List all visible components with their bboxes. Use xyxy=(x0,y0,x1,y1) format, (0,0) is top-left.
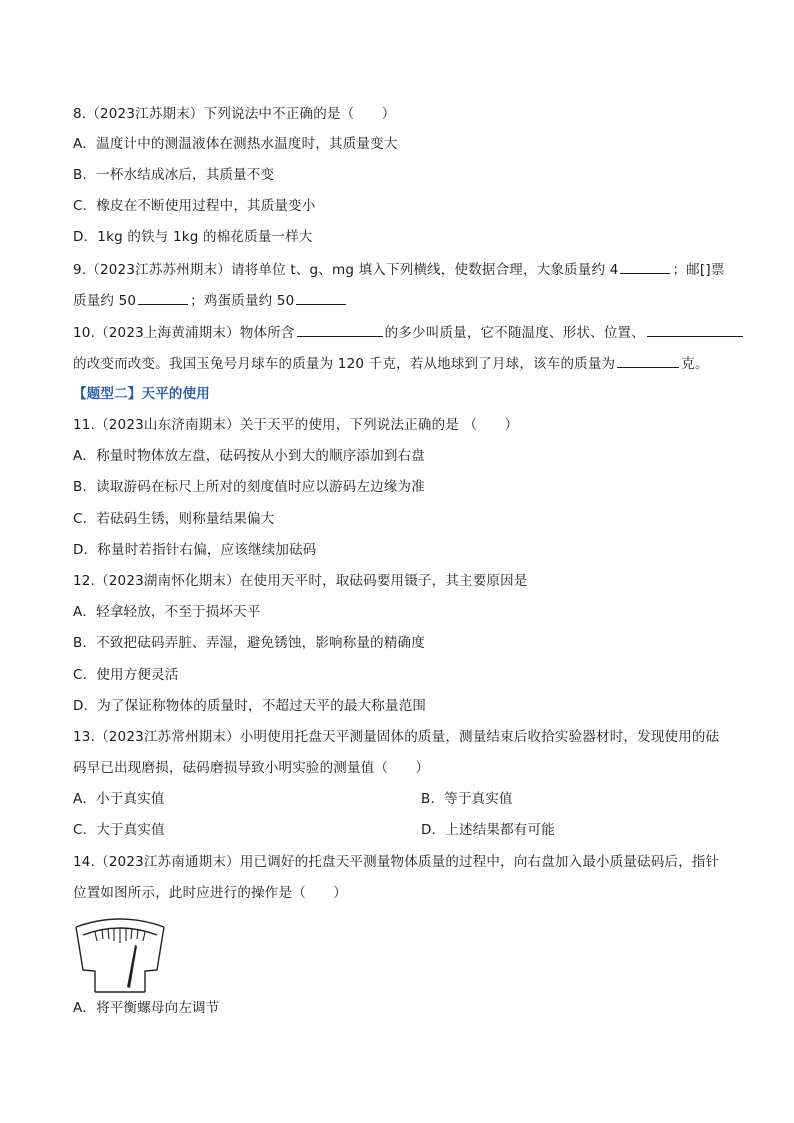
q10-text4: 克。 xyxy=(681,356,709,372)
q11-option-c: C．若砝码生锈，则称量结果偏大 xyxy=(73,511,275,527)
q11-stem: 11.（2023山东济南期末）关于天平的使用，下列说法正确的是 （ ） xyxy=(73,417,519,433)
q14-option-a: A．将平衡螺母向左调节 xyxy=(73,1000,220,1016)
q9-text4: ；鸡蛋质量约 50 xyxy=(190,293,295,309)
q8-stem: 8.（2023江苏期末）下列说法中不正确的是（ ） xyxy=(73,106,396,122)
q10-line1 xyxy=(73,322,734,343)
q10-blank-substance[interactable] xyxy=(297,322,383,337)
q9-text2: ；邮[]票 xyxy=(672,262,725,278)
q8-option-a: A．温度计中的测温液体在测热水温度时，其质量变大 xyxy=(73,136,398,152)
q13-option-d: D．上述结果都有可能 xyxy=(421,822,555,838)
q9-line1 xyxy=(73,259,734,280)
section-heading xyxy=(73,384,734,404)
q9-text1: 9.（2023江苏苏州期末）请将单位 t、g、mg 填入下列横线，使数据合理，大象质量约 4 xyxy=(73,262,619,278)
q10-line2 xyxy=(73,353,734,374)
q11-option-a: A．称量时物体放左盘，砝码按从小到大的顺序添加到右盘 xyxy=(73,448,425,464)
q10-blank-mass[interactable] xyxy=(617,353,679,368)
q13-option-c: C．大于真实值 xyxy=(73,822,165,838)
q8-option-c: C．橡皮在不断使用过程中，其质量变小 xyxy=(73,198,316,214)
q9-text3: 质量约 50 xyxy=(73,293,137,309)
q13-stem-line1: 13.（2023江苏常州期末）小明使用托盘天平测量固体的质量，测量结束后收拾实验器材时，发现使用的砝 xyxy=(73,729,720,745)
q9-blank-elephant[interactable] xyxy=(620,259,670,274)
q9-line2 xyxy=(73,290,734,311)
q14-stem-line2: 位置如图所示，此时应进行的操作是（ ） xyxy=(73,885,347,901)
section-title: 天平的使用 xyxy=(141,386,210,402)
section-bracket: 【题型二】 xyxy=(73,386,142,402)
q10-text2: 的多少叫质量，它不随温度、形状、位置、 xyxy=(384,325,645,341)
q8-option-b: B．一杯水结成冰后，其质量不变 xyxy=(73,167,275,183)
q13-options-row2 xyxy=(73,820,734,840)
q10-text3: 的改变而改变。我国玉兔号月球车的质量为 120 千克，若从地球到了月球，该车的质量为 xyxy=(73,356,616,372)
q9-blank-stamp[interactable] xyxy=(138,290,188,305)
q12-option-d: D．为了保证称物体的质量时，不超过天平的最大称量范围 xyxy=(73,698,427,714)
q12-option-b: B．不致把砝码弄脏、弄湿，避免锈蚀，影响称量的精确度 xyxy=(73,635,425,651)
q9-blank-egg[interactable] xyxy=(296,290,346,305)
q10-text1: 10.（2023上海黄浦期末）物体所含 xyxy=(73,325,295,341)
q8-option-d: D．1kg 的铁与 1kg 的棉花质量一样大 xyxy=(73,229,313,245)
q13-option-a: A．小于真实值 xyxy=(73,791,165,807)
q13-stem-line2: 码早已出现磨损，砝码磨损导致小明实验的测量值（ ） xyxy=(73,760,430,776)
pointer-needle xyxy=(127,945,137,988)
q14-stem-line1: 14.（2023江苏南通期末）用已调好的托盘天平测量物体质量的过程中，向右盘加入最小质量砝码后，指针 xyxy=(73,854,720,870)
q13-option-b: B．等于真实值 xyxy=(421,791,513,807)
q11-option-d: D．称量时若指针右偏，应该继续加砝码 xyxy=(73,542,317,558)
scale-ticks xyxy=(95,928,145,943)
q13-options-row1 xyxy=(73,789,734,809)
q10-blank-state[interactable] xyxy=(647,322,743,337)
balance-scale-pointer-figure xyxy=(73,915,167,997)
q12-stem: 12.（2023湖南怀化期末）在使用天平时，取砝码要用镊子，其主要原因是 xyxy=(73,573,528,589)
q12-option-c: C．使用方便灵活 xyxy=(73,667,179,683)
q11-option-b: B．读取游码在标尺上所对的刻度值时应以游码左边缘为准 xyxy=(73,479,425,495)
q12-option-a: A．轻拿轻放，不至于损坏天平 xyxy=(73,604,261,620)
